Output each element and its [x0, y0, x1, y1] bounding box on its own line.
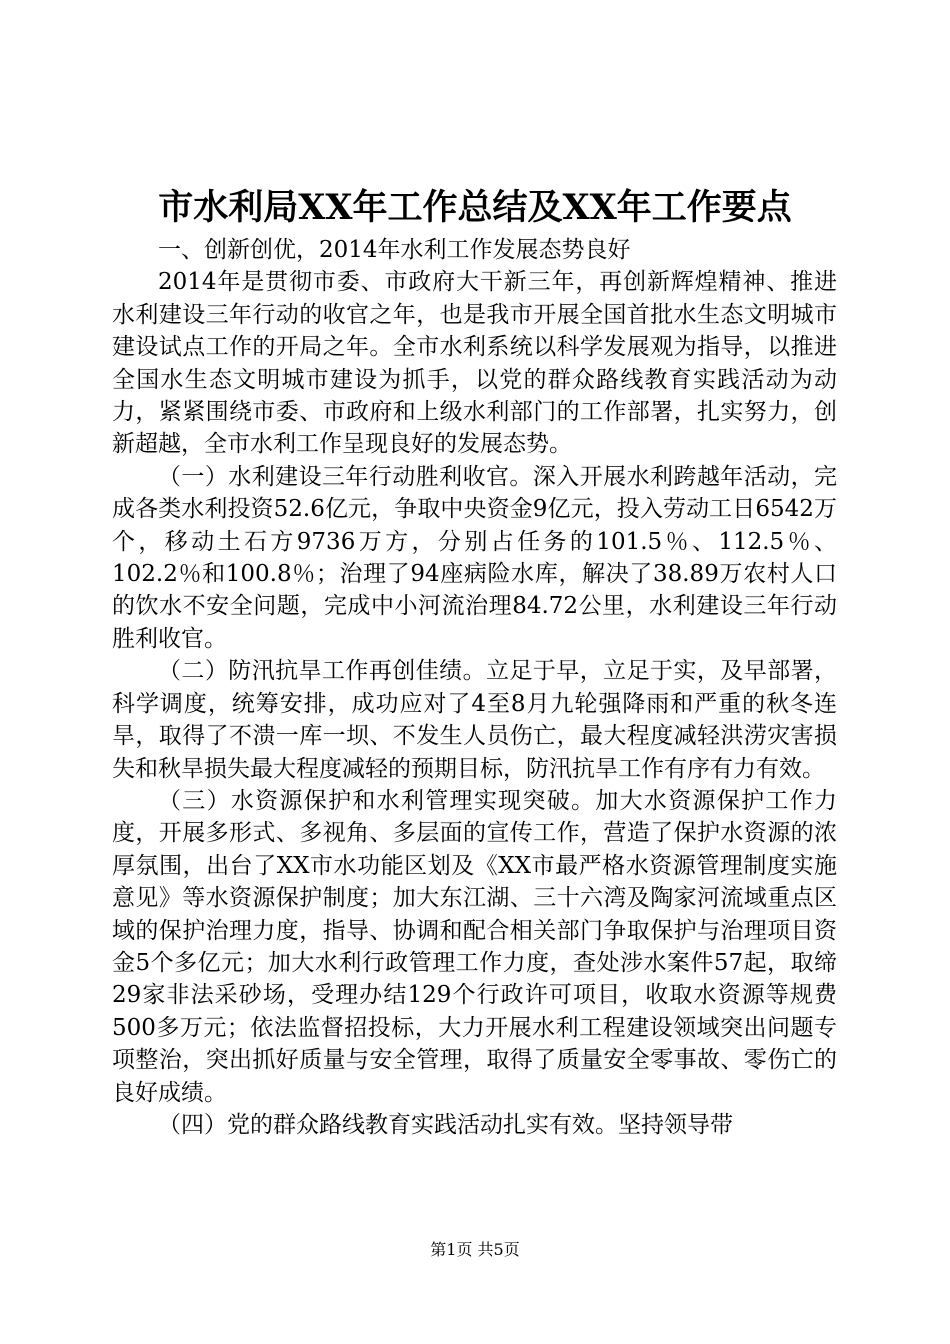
paragraph-item-3: （三）水资源保护和水利管理实现突破。加大水资源保护工作力度，开展多形式、多视角、多层面的宣传工作，营造了保护水资源的浓厚氛围，出台了XX市水功能区划及《XX市最严格水资源管理制度实施意见》等水资源保护制度；加大东江湖、三十六湾及陶家河流域重点区域的保护治理力度，指导、协调和配合相关部门争取保护与治理项目资金5个多亿元；加大水利行政管理工作力度，查处涉水案件57起，取缔29家非法采砂场，受理办结129个行政许可项目，收取水资源等规费500多万元；依法监督招投标，大力开展水利工程建设领域突出问题专项整治，突出抓好质量与安全管理，取得了质量安全零事故、零伤亡的良好成绩。: [112, 787, 837, 1106]
section-heading: 一、创新创优，2014年水利工作发展态势良好: [158, 237, 631, 263]
paragraph-intro: 2014年是贯彻市委、市政府大干新三年，再创新辉煌精神、推进水利建设三年行动的收官之年，也是我市开展全国首批水生态文明城市建设试点工作的开局之年。全市水利系统以科学发展观为指导，以推进全国水生态文明城市建设为抓手，以党的群众路线教育实践活动为动力，紧紧围绕市委、市政府和上级水利部门的工作部署，扎实努力，创新超越，全市水利工作呈现良好的发展态势。: [112, 269, 837, 458]
paragraph-item-1: （一）水利建设三年行动胜利收官。深入开展水利跨越年活动，完成各类水利投资52.6亿元，争取中央资金9亿元，投入劳动工日6542万个，移动土石方9736万方，分别占任务的101.5％、112.5％、102.2％和100.8％；治理了94座病险水库，解决了38.89万农村人口的饮水不安全问题，完成中小河流治理84.72公里，水利建设三年行动胜利收官。: [112, 463, 837, 652]
document-title: 市水利局XX年工作总结及XX年工作要点: [158, 187, 792, 228]
document-body: [112, 234, 837, 1141]
paragraph-item-4: （四）党的群众路线教育实践活动扎实有效。坚持领导带: [158, 1111, 733, 1138]
paragraph-item-2: （二）防汛抗旱工作再创佳绩。立足于早，立足于实，及早部署，科学调度，统筹安排，成功应对了4至8月九轮强降雨和严重的秋冬连旱，取得了不溃一库一坝、不发生人员伤亡，最大程度减轻洪涝灾害损失和秋旱损失最大程度减轻的预期目标，防汛抗旱工作有序有力有效。: [112, 658, 837, 782]
page-footer: 第1页 共5页: [430, 1240, 520, 1259]
